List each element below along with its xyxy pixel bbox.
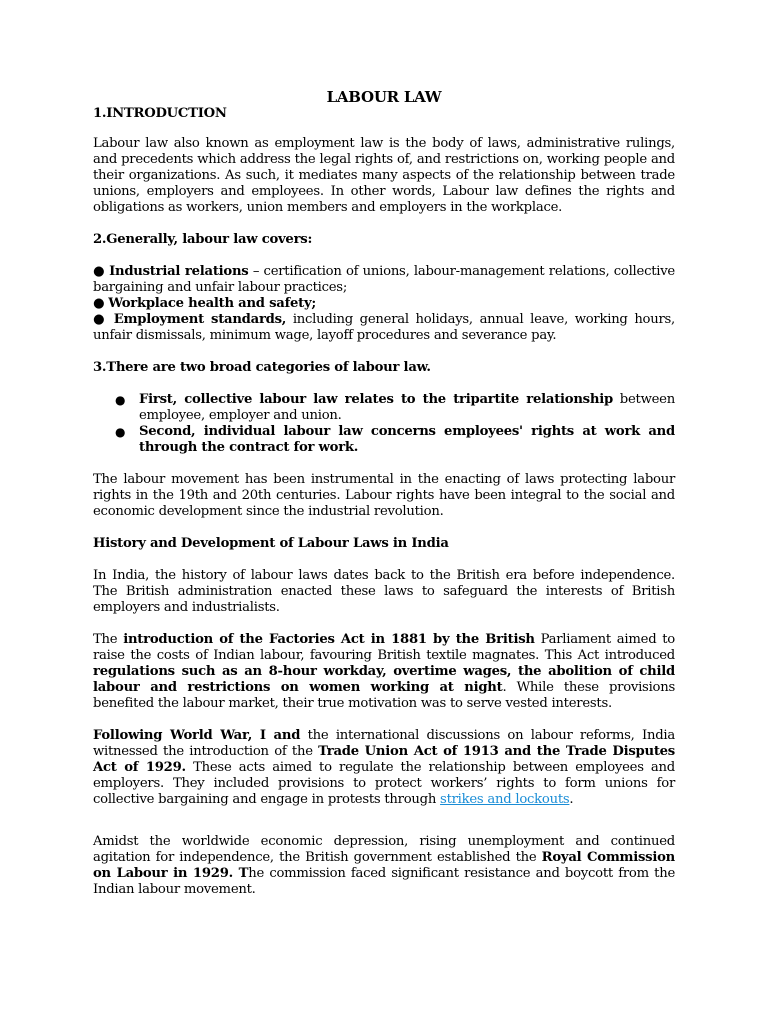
strikes-lockouts-link[interactable]: strikes and lockouts	[440, 792, 570, 807]
history-heading: History and Development of Labour Laws in India	[93, 536, 449, 551]
covers-item: ● Industrial relations – certification of unions, labour-management relations, collective bargaining and unfair labour practices;	[93, 264, 675, 295]
intro-paragraph: Labour law also known as employment law is the body of laws, administrative rulings, and precedents which address the legal rights of, and restrictions on, working people and their organizations. As such, it mediates many aspects of the relationship between trade unions, employers and employees. In other words, Labour law defines the rights and obligations as workers, union members and employers in the workplace.	[93, 136, 675, 215]
bullet-icon: ●	[115, 425, 126, 439]
categories-list	[93, 392, 675, 456]
document-title: LABOUR LAW	[326, 88, 442, 106]
list-item: ● First, collective labour law relates to the tripartite relationship between employee, employer and union.	[115, 392, 675, 423]
history-paragraph-1: In India, the history of labour laws dates back to the British era before independence. The British administration enacted these laws to safeguard the interests of British employers and industrialists.	[93, 568, 675, 615]
labour-movement-paragraph: The labour movement has been instrumental in the enacting of laws protecting labour rights in the 19th and 20th centuries. Labour rights have been integral to the social and economic development since the industrial revolution.	[93, 472, 675, 519]
covers-item: ● Workplace health and safety;	[93, 296, 317, 311]
covers-heading: 2.Generally, labour law covers:	[93, 232, 313, 247]
bullet-icon: ●	[115, 393, 126, 407]
categories-heading: 3.There are two broad categories of labour law.	[93, 360, 431, 375]
factories-act-paragraph: The introduction of the Factories Act in 1881 by the British Parliament aimed to raise the costs of Indian labour, favouring British textile magnates. This Act introduced regulations such as an 8-hour workday, overtime wages, the abolition of child labour and restrictions on women working at night. While these provisions benefited the labour market, their true motivation was to serve vested interests.	[93, 632, 675, 711]
list-item: ● Second, individual labour law concerns employees' rights at work and through the contract for work.	[115, 424, 675, 455]
trade-union-paragraph: Following World War, I and the international discussions on labour reforms, India witnessed the introduction of the Trade Union Act of 1913 and the Trade Disputes Act of 1929. These acts aimed to regulate the relationship between employees and employers. They included provisions to protect workers’ rights to form unions for collective bargaining and engage in protests through strikes and lockouts.	[93, 728, 675, 807]
covers-item: ● Employment standards, including general holidays, annual leave, working hours, unfair dismissals, minimum wage, layoff procedures and severance pay.	[93, 312, 676, 343]
intro-heading: 1.INTRODUCTION	[93, 106, 227, 121]
royal-commission-paragraph: Amidst the worldwide economic depression, rising unemployment and continued agitation for independence, the British government established the Royal Commission on Labour in 1929. The commission faced significant resistance and boycott from the Indian labour movement.	[93, 834, 675, 897]
document-body	[93, 88, 675, 898]
